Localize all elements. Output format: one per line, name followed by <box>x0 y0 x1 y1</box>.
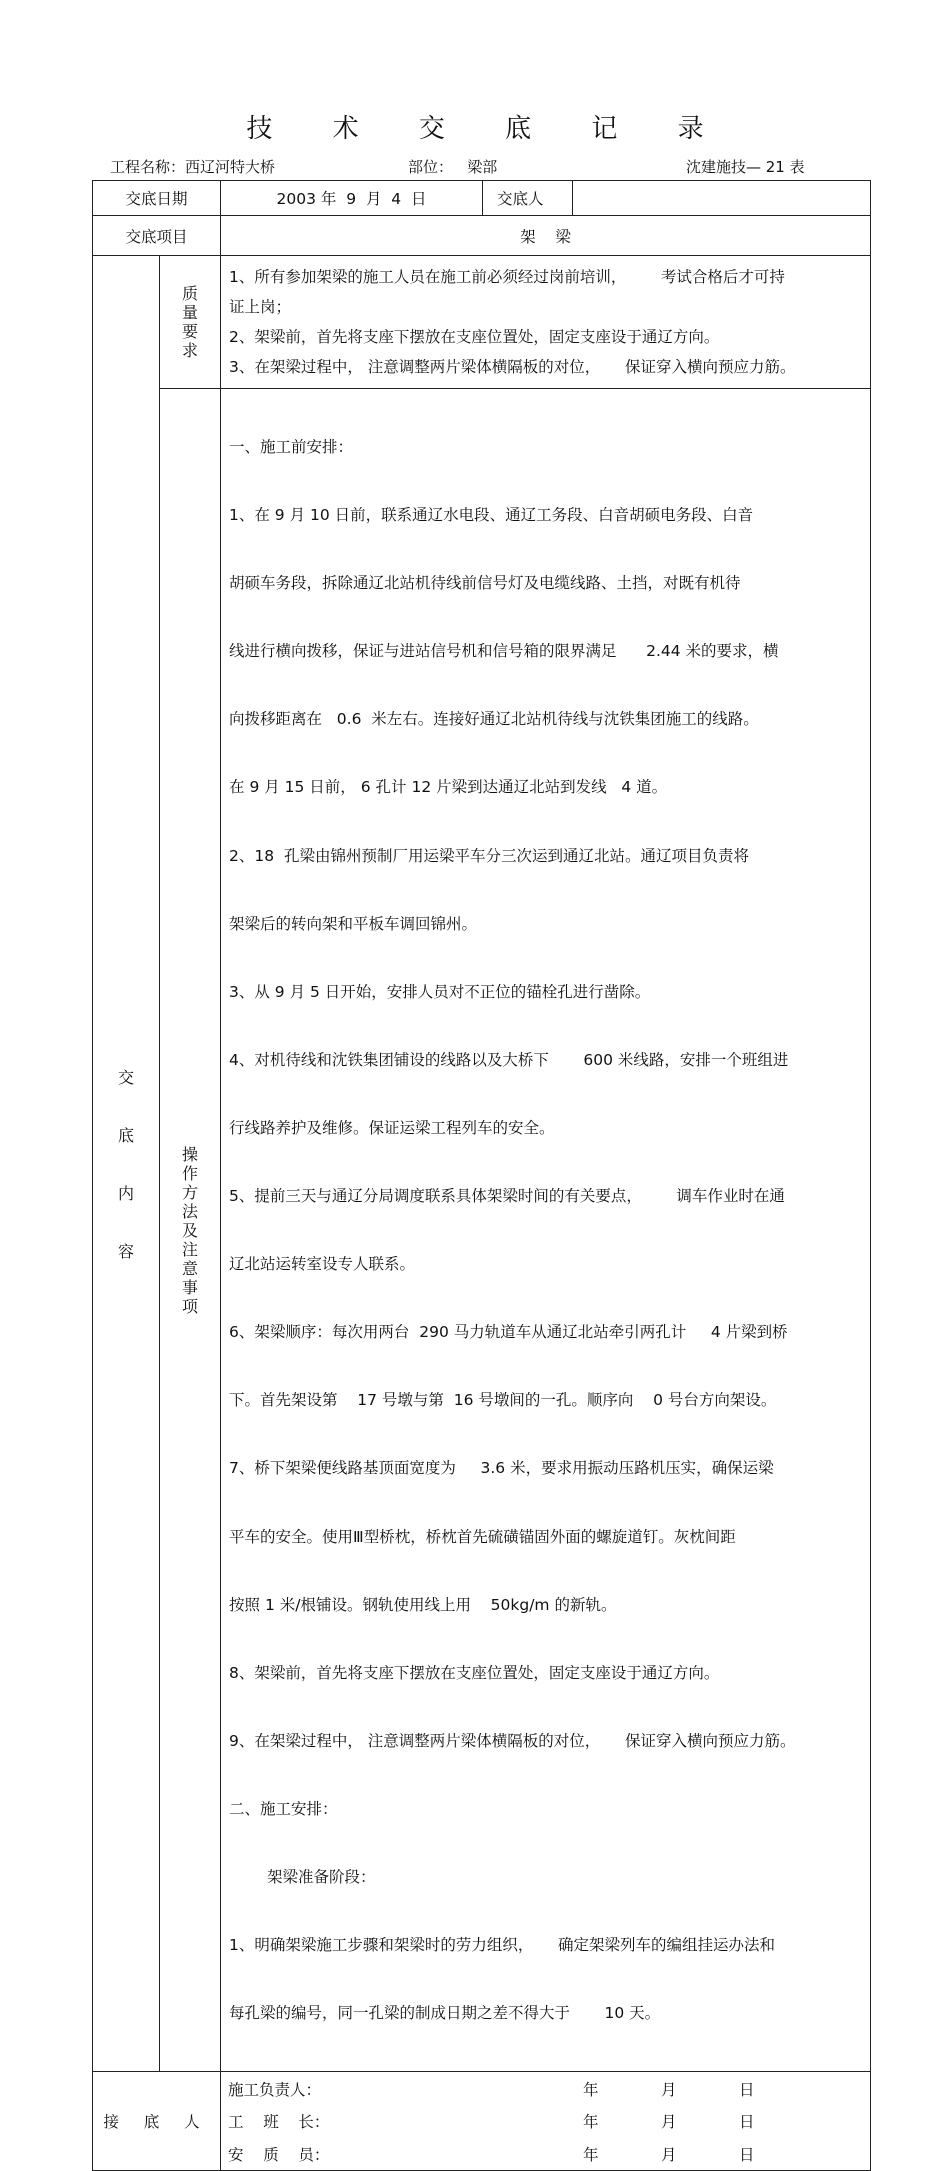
operations-line: 按照 1 米/根铺设。钢轨使用线上用 50kg/m 的新轨。 <box>229 1595 617 1614</box>
receiver-signatures <box>221 2072 871 2171</box>
operations-line: 二、施工安排： <box>229 1799 338 1818</box>
date-label: 交底日期 <box>93 181 221 216</box>
content-label: 交 底 内 容 <box>117 1068 134 1262</box>
operations-line: 在 9 月 15 日前， 6 孔计 12 片梁到达通辽北站到发线 4 道。 <box>229 778 668 797</box>
quality-label: 质量要求 <box>181 284 198 360</box>
item-label: 交底项目 <box>93 216 221 256</box>
operations-line: 6、架梁顺序：每次用两台 290 马力轨道车从通辽北站牵引两孔计 4 片梁到桥 <box>229 1323 788 1342</box>
presenter-value <box>573 181 871 216</box>
date-value: 2003 年 9 月 4 日 <box>221 181 483 216</box>
document-title: 技 术 交 底 记 录 <box>246 114 730 144</box>
operations-line: 行线路养护及维修。保证运梁工程列车的安全。 <box>229 1118 555 1137</box>
part-label: 部位： 梁部 <box>408 158 498 176</box>
operations-line: 4、对机待线和沈铁集团铺设的线路以及大桥下 600 米线路，安排一个班组进 <box>229 1050 789 1069</box>
quality-line: 2、架梁前，首先将支座下摆放在支座位置处，固定支座设于通辽方向。 <box>229 328 720 346</box>
quality-line: 1、所有参加架梁的施工人员在施工前必须经过岗前培训， 考试合格后才可持 <box>229 268 785 286</box>
operations-line: 线进行横向拨移，保证与进站信号机和信号箱的限界满足 2.44 米的要求，横 <box>229 642 779 661</box>
content-label-cell <box>93 256 160 2072</box>
operations-line: 架梁后的转向架和平板车调回锦州。 <box>229 914 478 933</box>
receiver-label: 接 底 人 <box>93 2072 221 2171</box>
operations-line: 3、从 9 月 5 日开始，安排人员对不正位的锚栓孔进行凿除。 <box>229 982 651 1001</box>
operations-line: 胡硕车务段，拆除通辽北站机待线前信号灯及电缆线路、土挡，对既有机待 <box>229 574 741 593</box>
record-table <box>92 180 871 2171</box>
form-number: 沈建施技— 21 表 <box>686 158 805 176</box>
quality-line: 3、在架梁过程中， 注意调整两片梁体横隔板的对位， 保证穿入横向预应力筋。 <box>229 358 796 376</box>
operations-line: 7、桥下架梁便线路基顶面宽度为 3.6 米，要求用振动压路机压实，确保运梁 <box>229 1459 774 1478</box>
operations-label: 操作方法及注意事项 <box>181 1144 198 1316</box>
quality-content <box>221 256 871 389</box>
operations-line: 平车的安全。使用Ⅲ型桥枕，桥枕首先硫磺锚固外面的螺旋道钉。灰枕间距 <box>229 1527 736 1546</box>
signature-row: 工 班 长： 年 月 日 <box>228 2113 755 2132</box>
operations-line: 1、在 9 月 10 日前，联系通辽水电段、通辽工务段、白音胡硕电务段、白音 <box>229 506 754 525</box>
operations-line: 下。首先架设第 17 号墩与第 16 号墩间的一孔。顺序向 0 号台方向架设。 <box>229 1391 777 1410</box>
quality-line: 证上岗； <box>229 298 292 316</box>
project-name: 工程名称：西辽河特大桥 <box>110 158 276 176</box>
operations-line: 架梁准备阶段： <box>267 1867 376 1886</box>
operations-line: 2、18 孔梁由锦州预制厂用运梁平车分三次运到通辽北站。通辽项目负责将 <box>229 846 749 865</box>
quality-label-cell <box>160 256 221 389</box>
presenter-label: 交底人 <box>483 181 573 216</box>
operations-line: 1、明确架梁施工步骤和架梁时的劳力组织， 确定架梁列车的编组挂运办法和 <box>229 1936 776 1955</box>
operations-line: 每孔梁的编号，同一孔梁的制成日期之差不得大于 10 天。 <box>229 2004 661 2023</box>
signature-row: 施工负责人： 年 月 日 <box>228 2080 755 2099</box>
operations-line: 9、在架梁过程中， 注意调整两片梁体横隔板的对位， 保证穿入横向预应力筋。 <box>229 1731 796 1750</box>
operations-content <box>221 389 871 2072</box>
operations-line: 向拨移距离在 0.6 米左右。连接好通辽北站机待线与沈铁集团施工的线路。 <box>229 710 759 729</box>
operations-line: 辽北站运转室设专人联系。 <box>229 1255 416 1274</box>
operations-line: 8、架梁前，首先将支座下摆放在支座位置处，固定支座设于通辽方向。 <box>229 1663 720 1682</box>
operations-label-cell <box>160 389 221 2072</box>
operations-line: 一、施工前安排： <box>229 438 354 456</box>
operations-line: 5、提前三天与通辽分局调度联系具体架梁时间的有关要点， 调车作业时在通 <box>229 1187 785 1206</box>
signature-row: 安 质 员： 年 月 日 <box>228 2145 755 2164</box>
item-value: 架 梁 <box>221 216 871 256</box>
